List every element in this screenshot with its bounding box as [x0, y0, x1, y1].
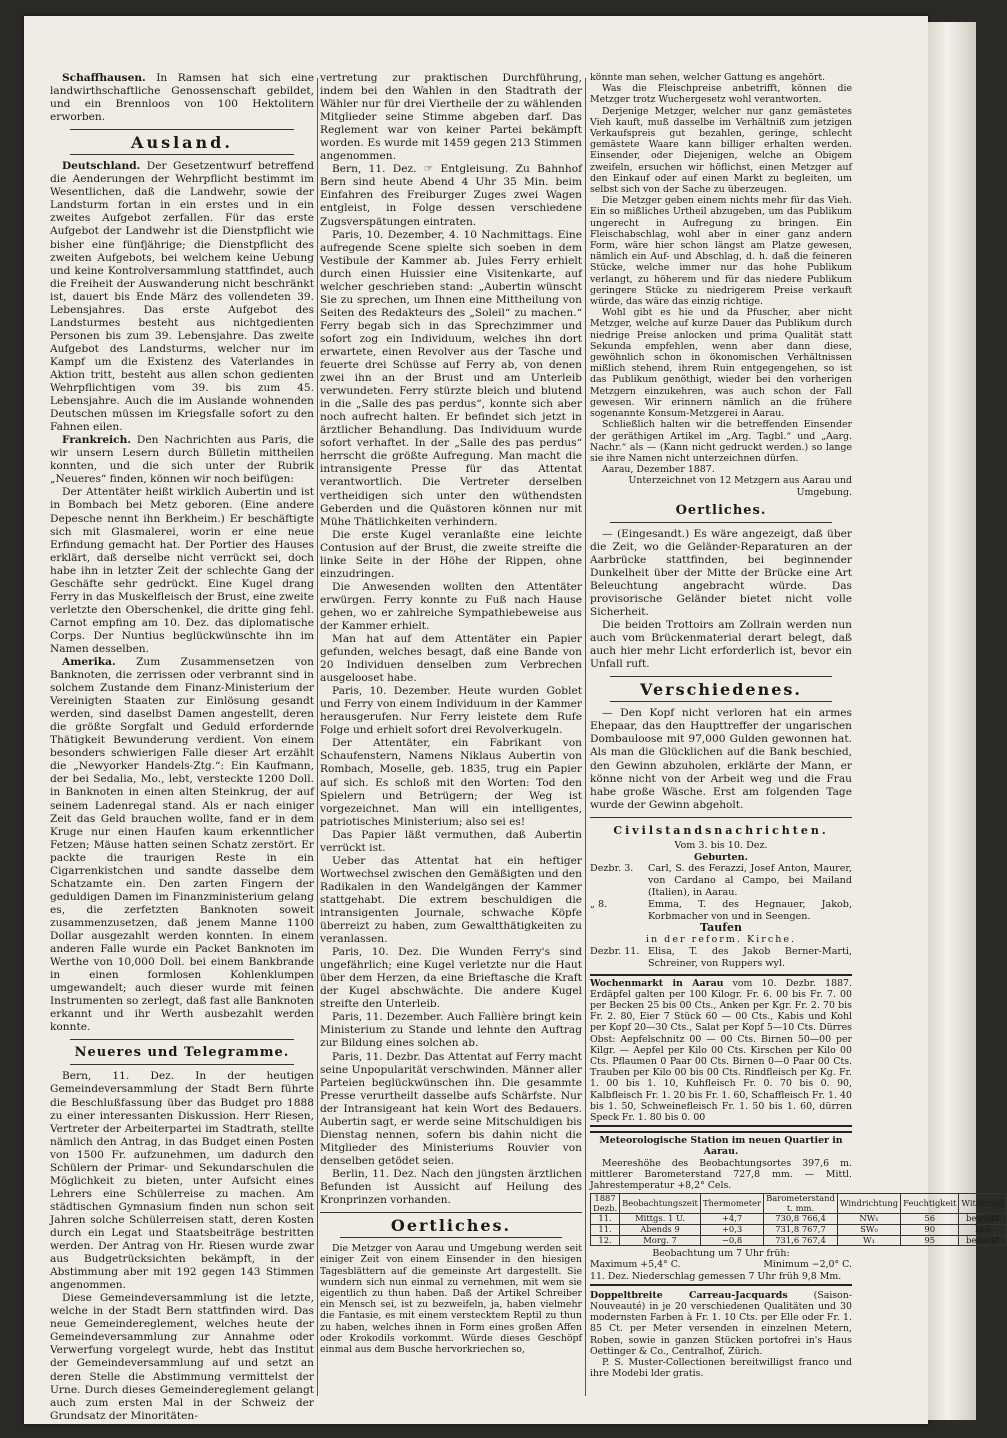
table-cell: 90	[901, 1224, 959, 1235]
berlin-telegram: Berlin, 11. Dez. Nach den jüngsten ärztlichen Befunden ist Aussicht auf Heilung des Kronprinzen vorhanden.	[320, 1167, 582, 1207]
paris-telegram-4: Paris, 11. Dezember. Auch Fallière bringt kein Ministerium zu Stande und lehnte den Auftrag zur Bildung eines solchen ab.	[320, 1011, 582, 1050]
taufen-subheading: in der reform. Kirche.	[645, 934, 797, 946]
civil-subheading: Vom 3. bis 10. Dez.	[674, 839, 768, 851]
advertisement	[590, 1290, 852, 1380]
paris-telegram-1c: Die Anwesenden wollten den Attentäter erwürgen. Ferry konnte zu Fuß nach Hause gehen, wo er zahlreiche Sympathiebeweise aus der Kammer erhielt.	[320, 580, 582, 632]
table-header: 1887 Dezb.	[591, 1194, 620, 1214]
table-cell: Abends 9	[620, 1224, 701, 1235]
wochenmarkt-text: vom 10. Dezbr. 1887. Erdäpfel galten per 100 Kilogr. Fr. 6. 00 bis Fr. 7. 00 per Becken 25 bis 00 Cts., Anken per Kgr. Fr. 2. 70 bis Fr. 2. 80, Eier 7 Stück 60 — 00 Cts., Kabis und Kohl per Kopf 20—30 Cts., Salat per Kopf 5—10 Cts. Dürres Obst: Aepfelschnitz 00 — 00 Cts. Birnen 50—00 per Kilgr. — Aepfel per Kilo 00 Cts. Kirschen per Kilo 00 Cts. Pflaumen 0 Paar 00 Cts. Birnen 0—0 Paar 00 Cts. Trauben per Kilo 00 bis 00 Cts. Rindfleisch per Kg. Fr. 1. 00 bis 1. 10, Kuhfleisch Fr. 0. 70 bis 0. 90, Kalbfleisch Fr. 1. 20 bis Fr. 1. 60, Schaffleisch Fr. 1. 40 bis 1. 50, Schweinefleisch Fr. 1. 50 bis 1. 60, dürren Speck Fr. 1. 80 bis 0. 00	[590, 977, 853, 1123]
amerika-lead: Amerika.	[62, 656, 116, 669]
table-cell: 56	[901, 1214, 959, 1225]
paris-telegram-2: Paris, 10. Dezember. Heute wurden Goblet und Ferry von einem Individuum in der Kammer herausgerufen. Nur Ferry leistete dem Rufe Folge und erhielt sofort drei Revolverkugeln.	[320, 685, 582, 737]
section-heading-oertliches-2: Oertliches.	[675, 502, 767, 518]
table-row	[591, 1214, 1007, 1225]
table-cell: +0,3	[700, 1224, 763, 1235]
amerika-text: Zum Zusammensetzen von Banknoten, die zerrissen oder verbrannt sind in solchem Zustande dem Finanz-Ministerium der Vereinigten Staaten zur Einlösung gesandt werden, sind daselbst Damen angestellt, deren die größte Sorgfalt und Geduld erfordernde Thätigkeit Bewunderung verdient. Von einem besonders schwierigen Falle dieser Art erzählt die „Newyorker Handels-Ztg.“: Ein Kaufmann, der bei Sedalia, Mo., lebt, versteckte 1200 Doll. in Banknoten in einen alten Steinkrug, der auf seinem Ladenregal stand. Als er nach einiger Zeit das Geld brauchen wollte, fand er in dem Kruge nur einen Haufen kaum erkenntlicher Fetzen; Mäuse hatten seinen Schatz zerstört. Er packte die traurigen Reste in ein Cigarrenkistchen und sandte dasselbe dem Schatzamte ein. Den zarten Fingern der geduldigen Damen im Finanzministerium gelang es, die zerfetzten Banknoten soweit zusammenzusetzen, daß jenem Manne 1100 Dollar ausgezahlt werden konnten. In einem anderen Falle wurde ein Packet Banknoten im Werthe von 10,000 Doll. bei einem Bankbrande in einen formlosen Kohlenklumpen umgewandelt; auch dieser wurde mit feinen Instrumenten so zerlegt, daß fast alle Banknoten erkannt und ihr Werth ausbezahlt werden konnte.	[50, 656, 314, 1034]
wochenmarkt-title: Wochenmarkt in Aarau	[590, 977, 724, 989]
table-cell: 11.	[591, 1224, 620, 1235]
divider	[610, 701, 832, 702]
table-cell: W₁	[837, 1235, 900, 1246]
metzger-cont-4: Die Metzger geben einem nichts mehr für das Vieh. Ein so mißliches Urtheil abzugeben, um das Publikum ungerecht in Aufregung zu bringen. Ein Fleischabschlag, wohl aber in einer ganz andern Form, wäre hier schon längst am Platze gewesen, nämlich ein Auf- und Abschlag, d. h. daß die feineren Stücke, welche immer nur das hohe Publikum verlangt, zu höherem und für das niedere Publikum geringere Stücke zu niedrigerem Preise verkauft würde, das wäre das einzig richtige.	[590, 195, 852, 308]
paris-telegram-2d: Ueber das Attentat hat ein heftiger Wortwechsel zwischen den Gemäßigten und den Radikalen in den Wandelgängen der Kammer stattgehabt. Die extrem beschuldigen die intransigenten Journale, schwache Köpfe überreizt zu haben, zum Gewaltthätigkeiten zu veranlassen.	[320, 854, 582, 946]
metzger-cont-6: Schließlich halten wir die betreffenden Einsender der geräthigen Artikel im „Arg. Tagbl.“ und „Aarg. Nachr.“ als — (Kann nicht gedruckt werden.) so lange sie ihre Namen nicht unterzeichnen dürfen.	[590, 419, 852, 464]
entry-text: Carl, S. des Ferazzi, Josef Anton, Maurer, von Cardano al Campo, bei Mailand (Italien), in Aarau.	[648, 863, 852, 898]
table-header: Beobachtungszeit	[620, 1194, 701, 1214]
table-cell: 730,8 766,4	[764, 1214, 838, 1225]
table-header: Feuchtigkeit	[901, 1194, 959, 1214]
paris-telegram-5: Paris, 11. Dezbr. Das Attentat auf Ferry macht seine Unpopularität verschwinden. Männer aller Parteien beglückwünschen ihn. Die gesammte Presse verurtheilt dasselbe aufs Schärfste. Nur der Intransigeant hat kein Wort des Bedauers. Aubertin sagt, er werde seine Mitschuldigen bis Dienstag nennen, sofern bis dahin nicht die Mitglieder des Ministeriums Rouvier von denselben getödet seien.	[320, 1050, 582, 1167]
table-cell: −0,8	[700, 1235, 763, 1246]
meteo-max: Maximum +5,4° C.	[590, 1259, 681, 1271]
meteo-extremes	[590, 1259, 852, 1270]
divider	[70, 154, 294, 155]
divider	[340, 1237, 562, 1238]
divider	[610, 522, 832, 523]
divider	[590, 817, 852, 818]
list-item	[590, 863, 852, 898]
divider	[70, 1064, 294, 1065]
table-cell: Mittgs. 1 U.	[620, 1214, 701, 1225]
table-cell: 731,8 767,7	[764, 1224, 838, 1235]
deutschland-item	[50, 160, 314, 434]
table-cell: bedeckt	[959, 1235, 1007, 1246]
entry-date: Dezbr. 11.	[590, 945, 640, 957]
paris-telegram-2b: Der Attentäter, ein Fabrikant von Schaufenstern, Namens Niklaus Aubertin von Rombach, Moselle, geb. 1835, trug ein Papier auf sich. Es schloß mit den Worten: Tod den Spielern und Betrügern; der Weg ist vorgezeichnet. Man will ein intelligentes, patriotisches Ministerium; also sei es!	[320, 737, 582, 828]
table-cell: 95	[901, 1235, 959, 1246]
table-header: Windrichtung	[837, 1194, 900, 1214]
divider	[320, 1212, 582, 1213]
geburten-heading: Geburten.	[694, 851, 748, 863]
table-row	[591, 1235, 1007, 1246]
bern-continuation: vertretung zur praktischen Durchführung, indem bei den Wahlen in den Stadtrath der Wähler nur für drei Viertheile der zu wählenden Mitglieder seine Stimme abgeben darf. Das Reglement war von keiner Partei bekämpft worden. Es wurde mit 1459 gegen 213 Stimmen angenommen.	[320, 72, 582, 163]
column-3	[590, 72, 1005, 1394]
meteo-intro: Meereshöhe des Beobachtungsortes 397,6 m. mittlerer Barometerstand 727,8 mm. — Mittl. Jahrestemperatur +8,2° Cels.	[590, 1157, 852, 1191]
metzger-cont-1: könnte man sehen, welcher Gattung es angehört.	[590, 72, 826, 83]
meteo-title: Meteorologische Station im neuen Quartier in Aarau.	[599, 1135, 843, 1158]
table-header-row	[591, 1194, 1007, 1214]
metzger-cont-5: Wohl gibt es hie und da Pfuscher, aber nicht Metzger, welche auf kurze Dauer das Publikum durch niedrige Preise anlocken und prima Qualität statt Sekunda empfehlen, wenn aber dann diese, gewöhnlich schon in ökonomischen Verhältnissen mißlich stehend, ihrem Ruin entgegengehen, so ist das Publikum genöthigt, wieder bei den vorherigen Metzgern einzukehren, was auch schon der Fall gewesen. Wir erinnern nämlich an die frühere sogenannte Konsum-Metzgerei in Aarau.	[590, 307, 852, 420]
amerika-item	[50, 656, 314, 1034]
signature-name: Unterzeichnet von 12 Metzgern aus Aarau und Umgebung.	[628, 475, 852, 498]
schaffhausen-item	[50, 72, 314, 124]
table-header: Barometerstand t. mm.	[764, 1194, 838, 1214]
column-rule-1	[317, 78, 318, 1396]
list-item	[590, 899, 852, 923]
divider	[70, 129, 294, 130]
ad-text: (Saison-Nouveauté) in je 20 verschiedenen Qualitäten und 30 modernsten Farben à Fr. 1. 10 Cts. per Elle oder Fr. 1. 85 Ct. per Meter versenden in einzelnen Metern, Roben, sowie in ganzen Stücken portofrei in's Haus Oettinger & Co., Centralhof, Zürich.	[590, 1289, 853, 1357]
geburten-list	[590, 863, 852, 922]
frankreich-text-2: Der Attentäter heißt wirklich Aubertin und ist in Bombach bei Metz geboren. (Eine andere Depesche nennt ihn Berkheim.) Er beschäftigte sich mit Glasmalerei, worin er eine neue Erfindung gemacht hat. Der Portier des Hauses erklärt, daß derselbe nicht verrückt sei, doch habe ihn in letzter Zeit der schlechte Gang der Geschäfte sehr gedrückt. Eine Kugel drang Ferry in das Muskelfleisch der Brust, eine zweite verletzte den Oberschenkel, die dritte ging fehl. Carnot empfing am 10. Dez. das diplomatische Corps. Der Nuntius beglückwünschte ihn im Namen desselben.	[50, 486, 315, 655]
paris-telegram-1d: Man hat auf dem Attentäter ein Papier gefunden, welches besagt, daß eine Bande von 20 Individuen denselben zum Verbrechen ausgelooset habe.	[320, 633, 582, 685]
kopf-item: — Den Kopf nicht verloren hat ein armes Ehepaar, das den Haupttreffer der ungarischen Dombauloose mit 97,000 Gulden gewonnen hat. Als man die Glücklichen auf die Bank beschied, den Gewinn abzuholen, erklärte der Mann, er könne nicht von der Arbeit weg und die Frau habe große Wäsche. Erst am folgenden Tage wurde der Gewinn abgeholt.	[590, 707, 852, 811]
bern-entgleisung: Bern, 11. Dez. ☞ Entgleisung. Zu Bahnhof Bern sind heute Abend 4 Uhr 35 Min. beim Einfahren des Freiburger Zuges zwei Wagen entgleist, in Folge dessen verschiedene Zugsverspätungen eintraten.	[320, 163, 582, 228]
entry-date: „ 8.	[590, 898, 608, 910]
table-cell: NW₁	[837, 1214, 900, 1225]
list-item	[590, 946, 852, 970]
ad-text-2: P. S. Muster-Collectionen bereitwilligst franco und ihre Modebi lder gratis.	[590, 1356, 852, 1380]
schaffhausen-lead: Schaffhausen.	[62, 72, 146, 84]
column-rule-2	[585, 78, 586, 1396]
metzger-cont-3: Derjenige Metzger, welcher nur ganz gemästetes Vieh kauft, muß dasselbe im Verhältniß zum jetzigen Verkaufspreis gut bezahlen, geringe, schlecht gemästete Waare kann billiger erhalten werden. Einsender, oder Diejenigen, welche an Obigem zweifeln, ersuchen wir höflichst, einen Metzger auf den Einkauf oder auf einen Markt zu begleiten, um selbst sich von der Sache zu überzeugen.	[590, 105, 852, 196]
trottoirs-item: Die beiden Trottoirs am Zollrain werden nun auch vom Brückenmaterial derart belegt, daß auch hier mehr Licht erforderlich ist, bevor ein Unfall ruft.	[590, 619, 852, 671]
column-1	[50, 72, 315, 1422]
divider	[610, 676, 832, 677]
meteo-after: Beobachtung um 7 Uhr früh:	[652, 1248, 790, 1260]
table-header: Thermometer	[700, 1194, 763, 1214]
table-cell: Morg. 7	[620, 1235, 701, 1246]
metzger-letter: Die Metzger von Aarau und Umgebung werden seit einiger Zeit von einem Einsender in den hiesigen Tagesblättern auf die gemeinste Art dargestellt. Sie wundern sich nun einmal zu vernehmen, mit wem sie eigentlich zu thun haben. Daß der Artikel Schreiber ein Mensch sei, ist zu bezweifeln, ja, haben vielmehr die Fantasie, es mit einem verstecktem Reptil zu thun zu haben, welches ihnen in Form eines großen Affen oder Krokodils vorkommt. Würde dieses Geschöpf einmal aus dem Busche hervorkriechen so,	[320, 1243, 582, 1355]
frankreich-lead: Frankreich.	[62, 434, 132, 447]
entry-text: Emma, T. des Hegnauer, Jakob, Korbmacher von und in Seengen.	[648, 898, 852, 922]
eingesandt-item: — (Eingesandt.) Es wäre angezeigt, daß über die Zeit, wo die Geländer-Reparaturen an der Aarbrücke stattfinden, bei beginnender Dunkelheit über der Mitte der Brücke eine Art Beleuchtung angebracht würde. Das provisorische Geländer bietet nicht volle Sicherheit.	[590, 527, 852, 619]
metzger-letter-continued	[590, 72, 852, 498]
wochenmarkt-box	[590, 974, 852, 1128]
section-heading-oertliches: Oertliches.	[390, 1216, 512, 1236]
meteo-rain: 11. Dez. Niederschlag gemessen 7 Uhr früh 9,8 Mm.	[590, 1270, 842, 1282]
metzger-cont-2: Was die Fleischpreise anbetrifft, können die Metzger trotz Wuchergesetz wohl verantworten.	[590, 83, 852, 106]
taufen-list	[590, 946, 852, 970]
frankreich-text: Den Nachrichten aus Paris, die wir unsern Lesern durch Bülletin mittheilen konnten, und die sich unter der Rubrik „Neueres“ finden, können wir noch beifügen:	[50, 434, 314, 486]
frankreich-item	[50, 434, 314, 486]
bern-telegram-2: Diese Gemeindeversammlung ist die letzte, welche in der Stadt Bern stattfinden wird. Das neue Gemeindereglement, welches heute der Gemeindeversammlung zur Annahme oder Verwerfung vorgelegt wurde, hebt das Institut der Gemeindeversammlung auf und setzt an deren Stelle die Abstimmung vermittelst der Urne. Durch dieses Gemeindereglement gelangt auch zum ersten Mal in der Schweiz der Grundsatz der Minoritäten-	[50, 1292, 314, 1422]
entry-date: Dezbr. 3.	[590, 863, 634, 875]
table-cell: +4,7	[700, 1214, 763, 1225]
deutschland-text: Der Gesetzentwurf betreffend die Aenderungen der Wehrpflicht bestimmt im Wesentlichen, daß die Landwehr, sowie der Landsturm fortan in ein erstes und in ein zweites Aufgebot zerfallen. Für das erste Aufgebot der Landwehr ist die Dienstpflicht wie bisher eine fünfjährige; die Dienstpflicht des zweiten Aufgebots, bei welchem keine Uebung und keine Kontrolversammlung stattfindet, auch die Freiheit der Auswanderung nicht beschränkt ist, dauert bis Ende März des vollendeten 39. Lebensjahres. Das erste Aufgebot des Landsturmes besteht aus nichtgedienten Personen bis zum 39. Lebensjahre. Das zweite Aufgebot des Landsturms, welcher nur im Kampf um die Existenz des Vaterlandes in Aktion tritt, besteht aus allen schon gedienten Wehrpflichtigen vom 39. bis zum 45. Lebensjahre. Auch die im Auslande wohnenden Deutschen müssen im Kriegsfalle sofort zu den Fahnen eilen.	[50, 160, 314, 434]
table-cell: bewölkt	[959, 1214, 1007, 1225]
column-2	[320, 72, 582, 1394]
civil-heading: Civilstandsnachrichten.	[613, 823, 829, 837]
meteo-box	[590, 1131, 1005, 1286]
deutschland-lead: Deutschland.	[62, 160, 141, 173]
table-row	[591, 1224, 1007, 1235]
divider	[70, 1039, 294, 1040]
table-cell: hell	[959, 1224, 1007, 1235]
table-header: Witterung	[959, 1194, 1007, 1214]
table-cell: SW₀	[837, 1224, 900, 1235]
meteo-min: Minimum −2,0° C.	[763, 1259, 852, 1271]
table-cell: 11.	[591, 1214, 620, 1225]
paris-telegram-1b: Die erste Kugel veranlaßte eine leichte Contusion auf der Brust, die zweite streifte die linke Seite in der Höhe der Rippen, ohne einzudringen.	[320, 528, 582, 580]
meteo-table	[590, 1193, 1007, 1246]
paris-telegram-3: Paris, 10. Dez. Die Wunden Ferry's sind ungefährlich; eine Kugel verletzte nur die Haut über dem Herzen, da eine Brieftasche die Kraft der Kugel abschwächte. Die andere Kugel streifte den Unterleib.	[320, 946, 582, 1011]
section-heading-verschiedenes: Verschiedenes.	[640, 680, 802, 700]
paris-telegram-1: Paris, 10. Dezember, 4. 10 Nachmittags. Eine aufregende Scene spielte sich soeben in dem Vestibule der Kammer ab. Jules Ferry erhielt durch einen Huissier eine Visitenkarte, auf welcher geschrieben stand: „Aubertin wünscht Sie zu sprechen, um Ihnen eine Mittheilung von Seiten des Redakteurs des „Soleil“ zu machen.“ Ferry begab sich in das Sprechzimmer und sofort zog ein Individuum, welches ihn dort erwartete, einen Revolver aus der Tasche und feuerte drei Schüsse auf Ferry ab, von denen zwei ihn an der Brust und am Unterleib verwundeten. Ferry stürzte bleich und blutend in die „Salle des pas perdus“, konnte sich aber noch aufrecht halten. Er befindet sich jetzt in ärztlicher Behandlung. Das Individuum wurde sofort verhaftet. In der „Salle des pas perdus“ herrscht die größte Aufregung. Man macht die intransigente Presse für das Attentat verantwortlich. Die Vertreter derselben vertheidigen sich unter den wüthendsten Geberden und die Quästoren können nur mit Mühe Thätlichkeiten verhindern.	[320, 228, 582, 528]
entry-text: Elisa, T. des Jakob Berner-Marti, Schreiner, von Ruppers wyl.	[648, 945, 852, 969]
taufen-heading: Taufen	[700, 921, 742, 935]
schaffhausen-text: In Ramsen hat sich eine landwirthschaftliche Genossenschaft gebildet, und ein Brennloos von 100 Hektolitern erworben.	[50, 72, 314, 124]
section-heading-ausland: Ausland.	[131, 133, 233, 153]
section-heading-neueres: Neueres und Telegramme.	[74, 1045, 290, 1061]
paris-telegram-2c: Das Papier läßt vermuthen, daß Aubertin verrückt ist.	[320, 828, 582, 854]
ad-title: Doppeltbreite Carreau-Jacquards	[590, 1289, 788, 1301]
bern-telegram: Bern, 11. Dez. In der heutigen Gemeindeversammlung der Stadt Bern führte die Beschlußfassung über das Budget pro 1888 zu einer interessanten Diskussion. Herr Riesen, Vertreter der Arbeiterpartei im Stadtrath, stellte nämlich den Antrag, in das Budget einen Posten von 1500 Fr. aufzunehmen, um dadurch den Schülern der Primar- und Sekundarschulen die Möglichkeit zu bieten, unter Aufsicht eines Lehrers eine Schülerreise zu machen. Am städtischen Gymnasium finden nun schon seit Jahren solche Schülerreisen statt, deren Kosten durch ein Legat und Staatsbeiträge bestritten werden. Der Antrag von Hr. Riesen wurde zwar aus Budgetrücksichten bekämpft, in der Abstimmung aber mit 192 gegen 143 Stimmen angenommen.	[50, 1070, 314, 1292]
table-cell: 12.	[591, 1235, 620, 1246]
signature-place: Aarau, Dezember 1887.	[602, 464, 715, 476]
table-cell: 731,6 767,4	[764, 1235, 838, 1246]
